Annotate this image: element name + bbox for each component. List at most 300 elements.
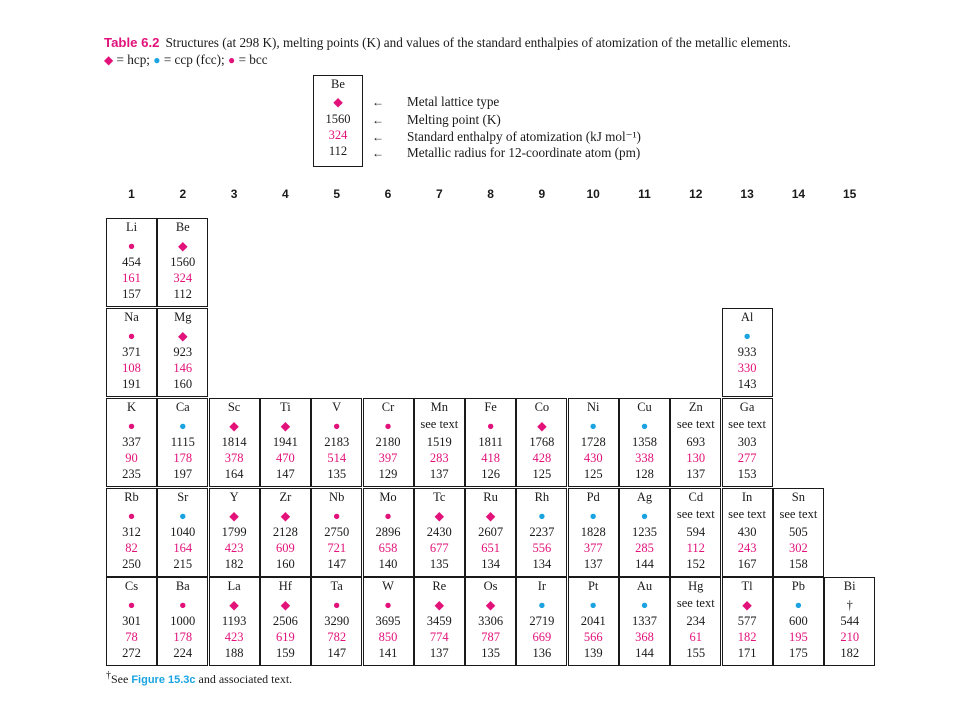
metallic-radius: 188 (224, 646, 244, 660)
ccp-circle-icon: ● (538, 598, 546, 612)
element-cell-os (465, 577, 516, 666)
melting-point: 454 (122, 255, 141, 269)
metallic-radius: 272 (122, 646, 141, 660)
enthalpy-atomization: 146 (173, 361, 193, 375)
bcc-circle-icon: ● (384, 509, 392, 523)
ccp-circle-icon: ● (589, 419, 597, 433)
melting-point: 505 (789, 525, 808, 539)
melting-point: 594 (686, 525, 706, 539)
metallic-radius: 197 (173, 467, 193, 481)
melting-point: 1768 (529, 435, 555, 449)
hcp-diamond-icon: ◆ (537, 419, 547, 433)
element-cell-mg (157, 308, 208, 397)
enthalpy-atomization: 774 (429, 630, 449, 644)
element-symbol: Ca (175, 400, 190, 414)
metallic-radius: 125 (583, 467, 603, 481)
element-cell-ba (157, 577, 208, 666)
element-symbol: K (126, 400, 137, 414)
melting-point: 2719 (529, 614, 555, 628)
element-cell-sn (773, 488, 824, 577)
bcc-circle-icon: ● (332, 598, 341, 612)
element-cell-bi (824, 577, 875, 666)
enthalpy-atomization: 195 (789, 630, 808, 644)
enthalpy-atomization: 368 (635, 630, 654, 644)
key-desc-lattice: Metal lattice type (407, 94, 500, 109)
element-symbol: Tl (741, 579, 753, 593)
enthalpy-atomization: 164 (173, 541, 193, 555)
hcp-diamond-icon: ◆ (434, 598, 445, 612)
element-symbol: Pd (586, 490, 600, 504)
footnote (106, 670, 292, 687)
table-caption (104, 34, 904, 69)
element-cell-pb (773, 577, 824, 666)
element-cell-ir (516, 577, 567, 666)
enthalpy-atomization: 330 (737, 361, 757, 375)
element-symbol: Ba (175, 579, 190, 593)
element-cell-ru (465, 488, 516, 577)
element-symbol: Mn (430, 400, 448, 414)
metallic-radius: 137 (429, 646, 449, 660)
enthalpy-atomization: 397 (378, 451, 398, 465)
enthalpy-atomization: 90 (125, 451, 138, 465)
melting-point: 1560 (170, 255, 196, 269)
element-cell-sr (157, 488, 208, 577)
melting-point: 371 (122, 345, 141, 359)
enthalpy-atomization: 82 (125, 541, 138, 555)
metallic-radius: 235 (122, 467, 141, 481)
ccp-circle-icon: ● (589, 598, 597, 612)
melting-point: 337 (122, 435, 141, 449)
enthalpy-atomization: 130 (686, 451, 706, 465)
enthalpy-atomization: 161 (122, 271, 141, 285)
element-cell-rh (516, 488, 567, 577)
element-symbol: Tc (433, 490, 446, 504)
melting-point: 2128 (272, 525, 298, 539)
element-cell-al (722, 308, 773, 397)
metallic-radius: 144 (635, 646, 654, 660)
enthalpy-atomization: 658 (378, 541, 398, 555)
enthalpy-atomization: 378 (224, 451, 244, 465)
metallic-radius: 171 (737, 646, 757, 660)
lattice-note: see text (728, 417, 767, 431)
group-number: 9 (538, 187, 546, 201)
metallic-radius: 147 (327, 557, 347, 571)
melting-point: 3290 (324, 614, 350, 628)
bcc-circle-icon: ● (486, 419, 495, 433)
element-cell-rb (106, 488, 157, 577)
enthalpy-atomization: 850 (378, 630, 398, 644)
bcc-circle-icon: ● (332, 509, 341, 523)
bcc-circle-icon: ● (127, 239, 136, 253)
metallic-radius: 250 (122, 557, 141, 571)
melting-point: 2237 (529, 525, 555, 539)
element-cell-zn (670, 398, 721, 487)
metallic-radius: 135 (327, 467, 347, 481)
melting-point: 1814 (221, 435, 247, 449)
footnote-suffix: and associated text. (195, 672, 293, 686)
element-cell-ni (568, 398, 619, 487)
group-number: 7 (435, 187, 443, 201)
key-desc-melting: Melting point (K) (407, 112, 501, 127)
element-symbol: V (332, 400, 342, 414)
bcc-circle-icon: ● (127, 598, 136, 612)
bcc-circle-icon: ● (228, 53, 236, 67)
enthalpy-atomization: 61 (689, 630, 703, 644)
lattice-note: see text (676, 417, 715, 431)
enthalpy-atomization: 302 (789, 541, 808, 555)
lattice-note: see text (420, 417, 459, 431)
metallic-radius: 167 (737, 557, 757, 571)
melting-point: 1799 (221, 525, 247, 539)
element-cell-in (722, 488, 773, 577)
element-cell-w (363, 577, 414, 666)
melting-point: 301 (122, 614, 141, 628)
enthalpy-atomization: 566 (583, 630, 603, 644)
arrow-left-icon: ← (372, 95, 384, 109)
melting-point: 1337 (632, 614, 657, 628)
element-cell-au (619, 577, 670, 666)
element-cell-li (106, 218, 157, 307)
group-number: 12 (689, 187, 703, 201)
element-symbol: Nb (329, 490, 345, 504)
melting-point: 1115 (170, 435, 195, 449)
element-symbol: Sc (227, 400, 241, 414)
enthalpy-atomization: 423 (224, 541, 244, 555)
melting-point: 430 (737, 525, 757, 539)
element-symbol: Ti (280, 400, 291, 414)
element-cell-ti (260, 398, 311, 487)
enthalpy-atomization: 285 (635, 541, 654, 555)
lattice-legend (104, 52, 268, 67)
enthalpy-atomization: 108 (122, 361, 141, 375)
enthalpy-atomization: 721 (327, 541, 347, 555)
enthalpy-atomization: 787 (481, 630, 500, 644)
dagger-icon: † (846, 598, 853, 612)
melting-point: 1828 (580, 525, 606, 539)
element-symbol: Ru (483, 490, 498, 504)
enthalpy-atomization: 609 (276, 541, 295, 555)
element-cell-hf (260, 577, 311, 666)
metallic-radius: 134 (532, 557, 552, 571)
ccp-circle-icon: ● (179, 509, 187, 523)
enthalpy-atomization: 243 (737, 541, 757, 555)
element-cell-nb (311, 488, 362, 577)
metallic-radius: 158 (789, 557, 808, 571)
hcp-diamond-icon: ◆ (177, 329, 188, 343)
element-cell-ta (311, 577, 362, 666)
lattice-note: see text (779, 507, 818, 521)
melting-point: 1941 (272, 435, 298, 449)
metallic-radius: 152 (686, 557, 706, 571)
hcp-diamond-icon: ◆ (104, 53, 114, 67)
element-symbol: Zn (688, 400, 703, 414)
element-symbol: Zr (279, 490, 292, 504)
dagger-mark: † (106, 670, 111, 681)
hcp-diamond-icon: ◆ (333, 95, 343, 109)
metallic-radius: 144 (635, 557, 654, 571)
element-symbol: Y (229, 490, 239, 504)
key-desc-radius: Metallic radius for 12-coordinate atom (pm) (407, 145, 641, 160)
melting-point: 693 (686, 435, 706, 449)
enthalpy-atomization: 669 (532, 630, 552, 644)
melting-point: 3459 (426, 614, 452, 628)
metallic-radius: 191 (122, 377, 141, 391)
legend-bcc-text: = bcc (235, 52, 268, 67)
element-symbol: Cr (381, 400, 395, 414)
group-number: 8 (487, 187, 494, 201)
element-cell-fe (465, 398, 516, 487)
enthalpy-atomization: 619 (276, 630, 295, 644)
element-symbol: Pb (791, 579, 805, 593)
metallic-radius: 135 (481, 646, 500, 660)
ccp-circle-icon: ● (640, 419, 649, 433)
melting-point: 923 (173, 345, 193, 359)
metallic-radius: 139 (583, 646, 603, 660)
arrow-left-icon: ← (372, 146, 384, 160)
element-cell-la (209, 577, 260, 666)
element-symbol: W (382, 579, 394, 593)
enthalpy-atomization: 178 (173, 451, 193, 465)
element-cell-cd (670, 488, 721, 577)
element-cell-re (414, 577, 465, 666)
element-symbol: Ir (537, 579, 547, 593)
metallic-radius: 215 (173, 557, 193, 571)
enthalpy-atomization: 782 (327, 630, 347, 644)
melting-point: 1811 (478, 435, 503, 449)
legend-hcp-text: = hcp; (113, 52, 154, 67)
bcc-circle-icon: ● (384, 598, 392, 612)
metallic-radius: 125 (532, 467, 552, 481)
element-cell-be (157, 218, 208, 307)
element-symbol: Mo (379, 490, 397, 504)
metallic-radius: 147 (276, 467, 295, 481)
element-cell-pt (568, 577, 619, 666)
element-cell-tc (414, 488, 465, 577)
enthalpy-atomization: 182 (737, 630, 757, 644)
metallic-radius: 164 (224, 467, 244, 481)
element-symbol: Pt (587, 579, 599, 593)
bcc-circle-icon: ● (127, 329, 136, 343)
enthalpy-atomization: 112 (686, 541, 705, 555)
element-symbol: Ga (739, 400, 755, 414)
metallic-radius: 175 (789, 646, 808, 660)
legend-ccp-text: = ccp (fcc); (160, 52, 229, 67)
metallic-radius: 129 (378, 467, 398, 481)
metallic-radius: 112 (173, 287, 192, 301)
key-melting-point: 1560 (325, 112, 351, 126)
group-number: 6 (384, 187, 392, 201)
bcc-circle-icon: ● (179, 598, 187, 612)
melting-point: 2180 (375, 435, 401, 449)
hcp-diamond-icon: ◆ (280, 509, 291, 523)
metallic-radius: 153 (737, 467, 757, 481)
metallic-radius: 134 (481, 557, 500, 571)
group-number: 5 (333, 187, 341, 201)
melting-point: 1728 (580, 435, 606, 449)
bcc-circle-icon: ● (384, 419, 392, 433)
melting-point: 2430 (426, 525, 452, 539)
element-cell-cr (363, 398, 414, 487)
melting-point: 303 (737, 435, 757, 449)
element-symbol: Hg (688, 579, 704, 593)
melting-point: 3306 (478, 614, 504, 628)
element-symbol: Al (740, 310, 754, 324)
element-symbol: Na (124, 310, 139, 324)
element-cell-mn (414, 398, 465, 487)
metallic-radius: 126 (481, 467, 500, 481)
element-symbol: Cs (124, 579, 139, 593)
element-cell-co (516, 398, 567, 487)
hcp-diamond-icon: ◆ (280, 419, 291, 433)
melting-point: 1235 (632, 525, 657, 539)
element-symbol: Co (534, 400, 550, 414)
metallic-radius: 140 (378, 557, 398, 571)
element-cell-v (311, 398, 362, 487)
metallic-radius: 157 (122, 287, 141, 301)
element-cell-cu (619, 398, 670, 487)
element-cell-zr (260, 488, 311, 577)
element-symbol: Mg (174, 310, 192, 324)
melting-point: 1000 (170, 614, 196, 628)
hcp-diamond-icon: ◆ (742, 598, 752, 612)
element-cell-ca (157, 398, 208, 487)
element-symbol: In (741, 490, 753, 504)
enthalpy-atomization: 178 (173, 630, 193, 644)
footnote-prefix: See (111, 672, 132, 686)
key-radius: 112 (328, 144, 348, 158)
element-symbol: Sr (177, 490, 189, 504)
element-cell-hg (670, 577, 721, 666)
ccp-circle-icon: ● (538, 509, 546, 523)
enthalpy-atomization: 470 (276, 451, 295, 465)
melting-point: 1358 (632, 435, 657, 449)
arrow-left-icon: ← (372, 130, 384, 144)
element-symbol: Ni (586, 400, 600, 414)
enthalpy-atomization: 651 (481, 541, 500, 555)
element-cell-k (106, 398, 157, 487)
metallic-radius: 147 (327, 646, 347, 660)
element-symbol: Rh (534, 490, 550, 504)
lattice-note: see text (676, 596, 715, 610)
lattice-note: see text (728, 507, 767, 521)
element-symbol: Rb (124, 490, 139, 504)
lattice-note: see text (676, 507, 715, 521)
element-cell-mo (363, 488, 414, 577)
element-cell-ga (722, 398, 773, 487)
ccp-circle-icon: ● (640, 509, 649, 523)
metallic-radius: 136 (532, 646, 552, 660)
enthalpy-atomization: 418 (481, 451, 500, 465)
melting-point: 2506 (272, 614, 298, 628)
element-symbol: Sn (791, 490, 805, 504)
key-enthalpy: 324 (328, 128, 348, 142)
enthalpy-atomization: 428 (532, 451, 552, 465)
element-cell-na (106, 308, 157, 397)
melting-point: 3695 (375, 614, 401, 628)
metallic-radius: 159 (276, 646, 295, 660)
hcp-diamond-icon: ◆ (177, 239, 188, 253)
melting-point: 2750 (324, 525, 350, 539)
element-cell-sc (209, 398, 260, 487)
bcc-circle-icon: ● (127, 419, 136, 433)
element-symbol: La (227, 579, 241, 593)
element-symbol: Re (432, 579, 447, 593)
enthalpy-atomization: 210 (840, 630, 860, 644)
hcp-diamond-icon: ◆ (434, 509, 445, 523)
element-cell-pd (568, 488, 619, 577)
metallic-radius: 141 (378, 646, 398, 660)
melting-point: 1193 (221, 614, 247, 628)
element-symbol: Li (125, 220, 138, 234)
element-symbol: Os (483, 579, 498, 593)
metallic-radius: 137 (429, 467, 449, 481)
group-number: 15 (843, 187, 857, 201)
element-cell-y (209, 488, 260, 577)
hcp-diamond-icon: ◆ (229, 509, 239, 523)
arrow-left-icon: ← (372, 113, 384, 127)
metallic-radius: 128 (635, 467, 654, 481)
melting-point: 577 (737, 614, 757, 628)
melting-point: 933 (737, 345, 757, 359)
ccp-circle-icon: ● (743, 329, 751, 343)
enthalpy-atomization: 277 (737, 451, 757, 465)
enthalpy-atomization: 423 (224, 630, 244, 644)
melting-point: 1519 (426, 435, 452, 449)
melting-point: 312 (122, 525, 141, 539)
hcp-diamond-icon: ◆ (229, 419, 239, 433)
melting-point: 2041 (580, 614, 606, 628)
melting-point: 2183 (324, 435, 350, 449)
element-cell-ag (619, 488, 670, 577)
metallic-radius: 155 (686, 646, 706, 660)
ccp-circle-icon: ● (640, 598, 649, 612)
element-symbol: Cu (637, 400, 652, 414)
hcp-diamond-icon: ◆ (485, 509, 496, 523)
enthalpy-atomization: 78 (125, 630, 138, 644)
metallic-radius: 182 (840, 646, 860, 660)
element-symbol: Ag (636, 490, 653, 504)
ccp-circle-icon: ● (589, 509, 597, 523)
melting-point: 2896 (375, 525, 401, 539)
ccp-circle-icon: ● (153, 53, 161, 67)
melting-point: 600 (789, 614, 808, 628)
enthalpy-atomization: 283 (429, 451, 449, 465)
key-desc-enthalpy: Standard enthalpy of atomization (kJ mol⁻¹) (407, 129, 641, 144)
element-symbol: Fe (484, 400, 497, 414)
figure-link[interactable]: Figure 15.3c (131, 674, 196, 686)
group-number: 14 (791, 187, 806, 201)
hcp-diamond-icon: ◆ (485, 598, 496, 612)
enthalpy-atomization: 677 (429, 541, 449, 555)
enthalpy-atomization: 338 (635, 451, 654, 465)
enthalpy-atomization: 324 (173, 271, 193, 285)
element-symbol: Bi (843, 579, 856, 593)
metallic-radius: 137 (583, 557, 603, 571)
metallic-radius: 182 (224, 557, 244, 571)
ccp-circle-icon: ● (794, 598, 803, 612)
metallic-radius: 135 (429, 557, 449, 571)
element-cell-cs (106, 577, 157, 666)
ccp-circle-icon: ● (179, 419, 187, 433)
hcp-diamond-icon: ◆ (280, 598, 291, 612)
enthalpy-atomization: 377 (583, 541, 603, 555)
group-number: 4 (282, 187, 289, 201)
metallic-radius: 143 (737, 377, 757, 391)
caption-text: Structures (at 298 K), melting points (K) and values of the standard enthalpies of atomization of the metallic elements. (165, 35, 791, 50)
melting-point: 2607 (478, 525, 504, 539)
group-number: 11 (638, 187, 651, 201)
metallic-radius: 160 (173, 377, 193, 391)
